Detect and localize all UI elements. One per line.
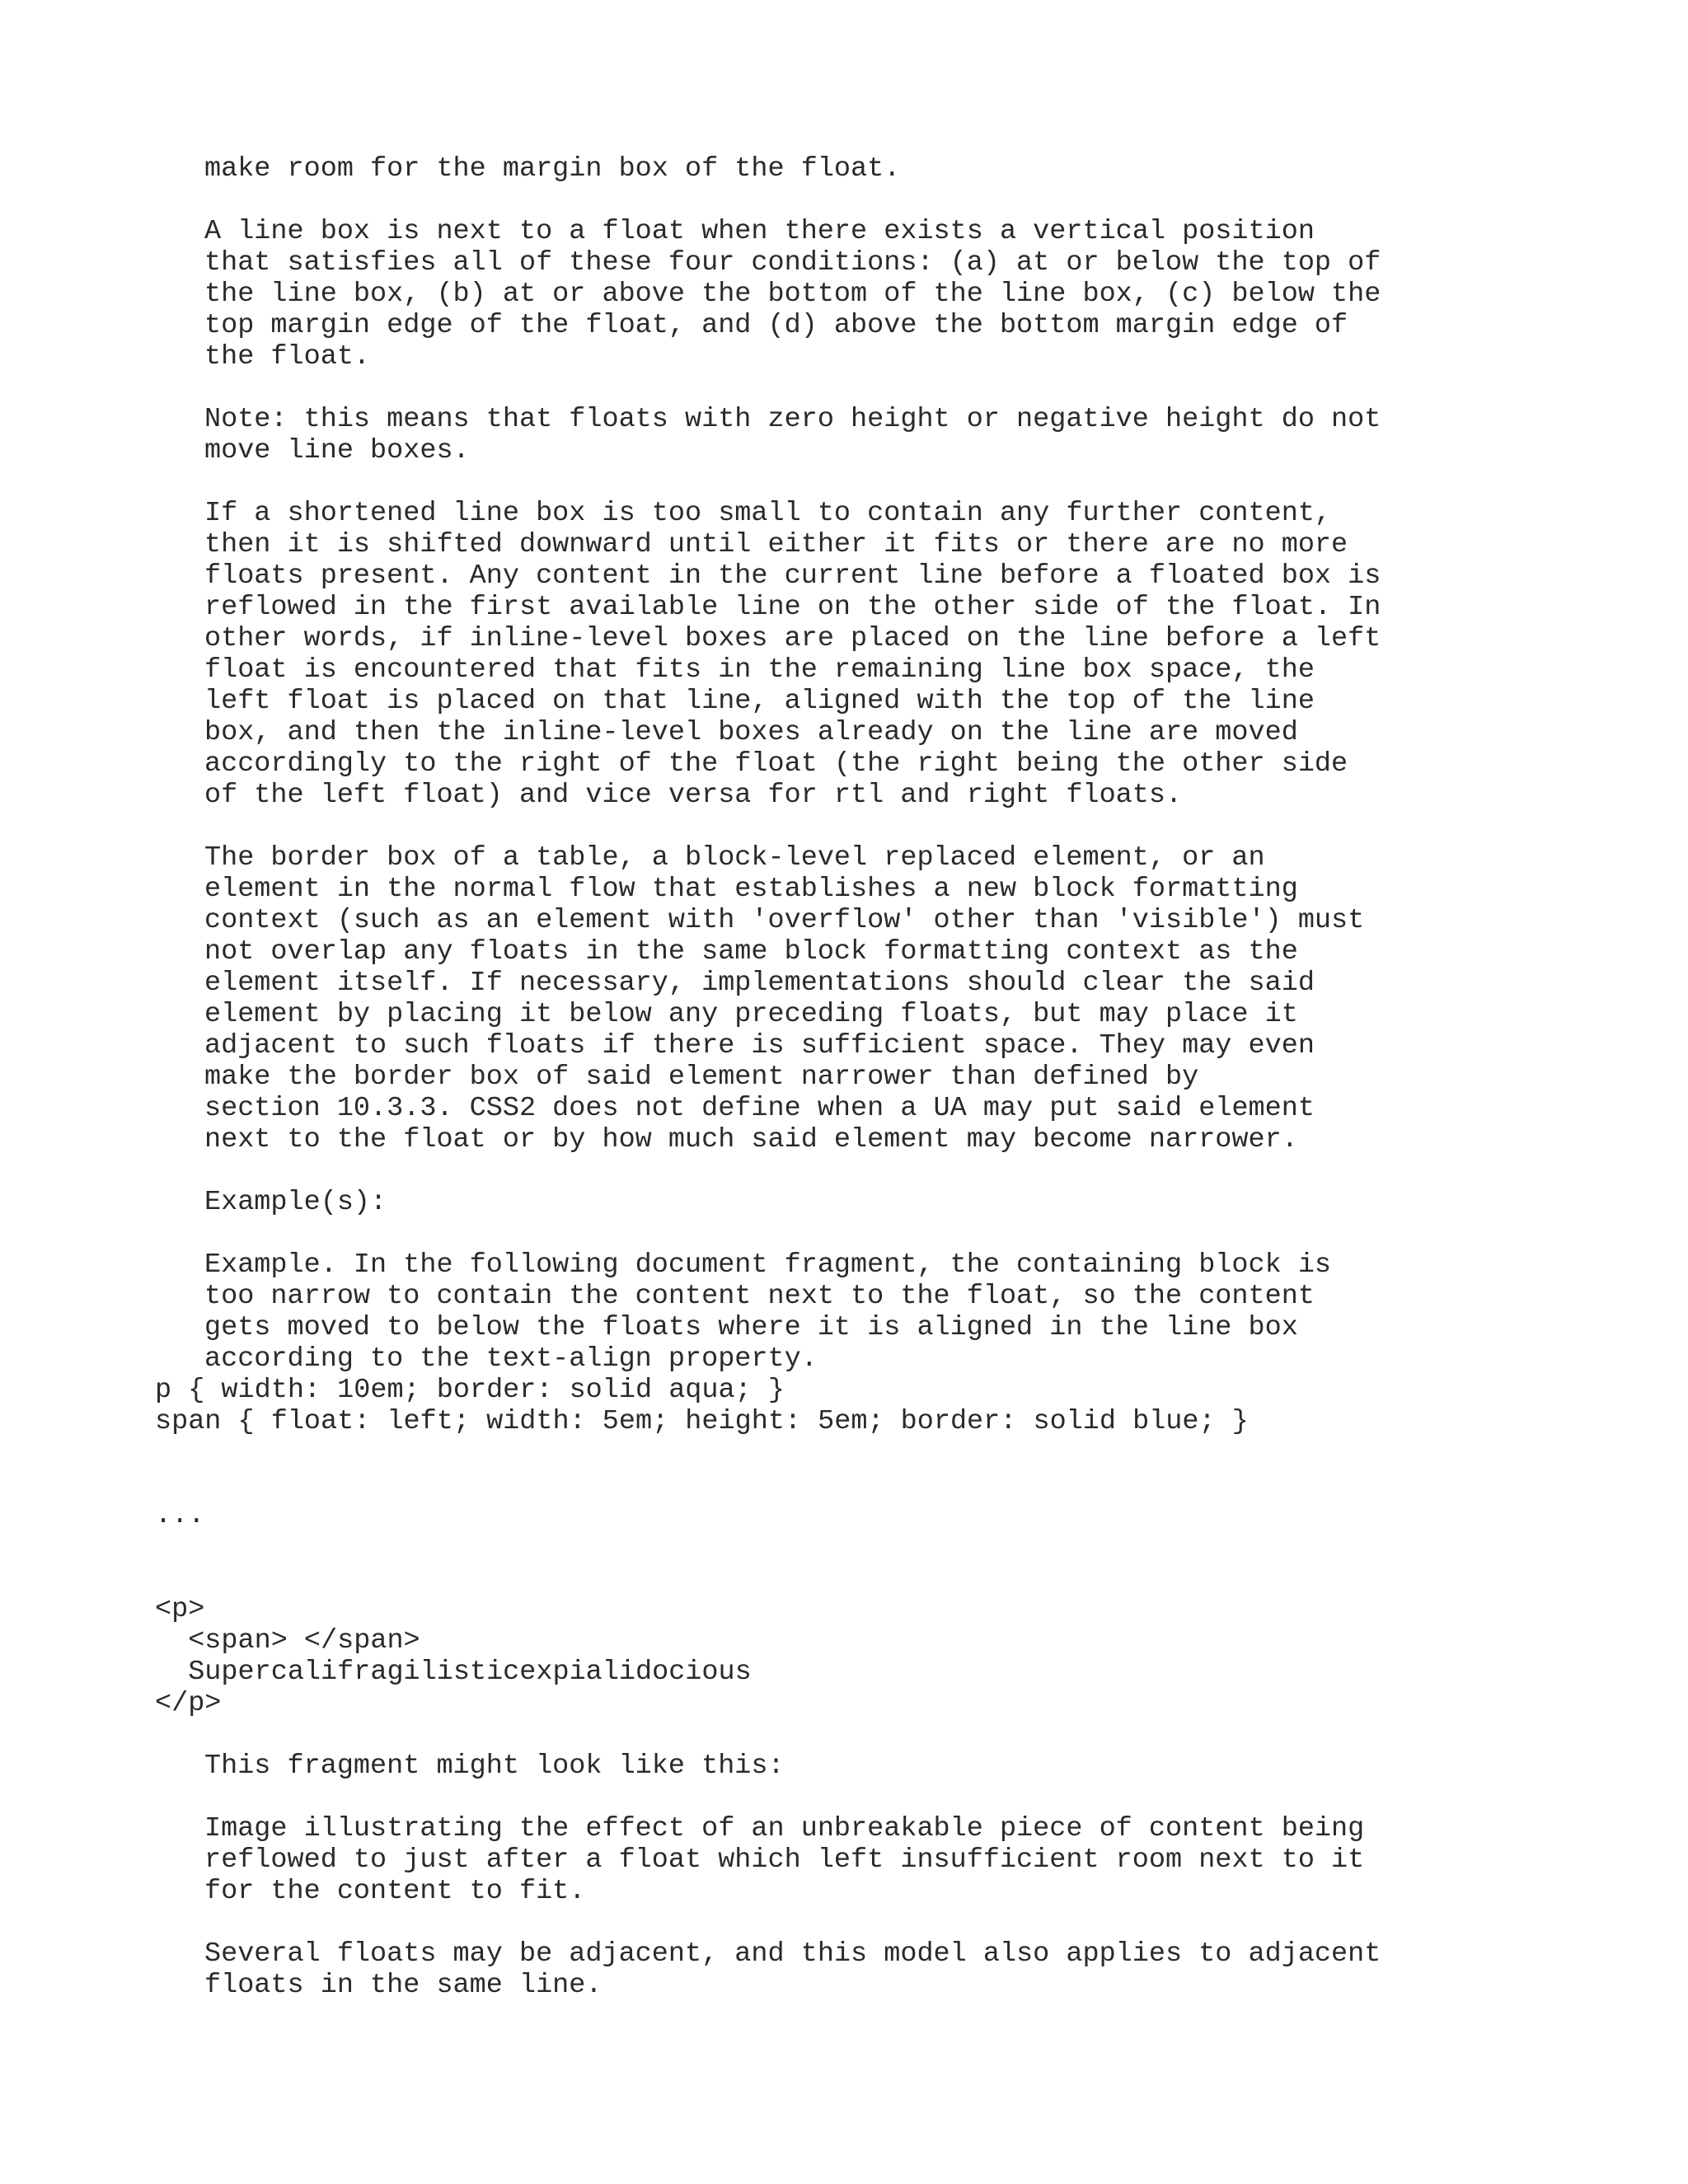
text-line: that satisfies all of these four conditions: (a) at or below the top of bbox=[204, 247, 1381, 279]
text-line: reflowed in the first available line on the other side of the float. In bbox=[204, 592, 1381, 623]
text-line: element in the normal flow that establishes a new block formatting bbox=[204, 874, 1298, 905]
text-line: section 10.3.3. CSS2 does not define when a UA may put said element bbox=[204, 1093, 1315, 1124]
text-line: Image illustrating the effect of an unbreakable piece of content being bbox=[204, 1813, 1365, 1844]
text-line: context (such as an element with 'overflow' other than 'visible') must bbox=[204, 905, 1365, 936]
text-line: The border box of a table, a block-level replaced element, or an bbox=[204, 842, 1265, 874]
text-line: the line box, (b) at or above the bottom of the line box, (c) below the bbox=[204, 279, 1381, 310]
code-line: <p> bbox=[155, 1594, 205, 1625]
code-line: </p> bbox=[155, 1688, 222, 1719]
text-line: Note: this means that floats with zero height or negative height do not bbox=[204, 404, 1381, 435]
code-line: <span> </span> bbox=[155, 1625, 420, 1657]
text-line: next to the float or by how much said element may become narrower. bbox=[204, 1124, 1298, 1155]
text-line: make room for the margin box of the float. bbox=[204, 153, 901, 185]
text-line: too narrow to contain the content next to the float, so the content bbox=[204, 1281, 1315, 1312]
code-line: Supercalifragilisticexpialidocious bbox=[155, 1657, 752, 1688]
text-line: accordingly to the right of the float (the right being the other side bbox=[204, 748, 1348, 780]
text-line: adjacent to such floats if there is sufficient space. They may even bbox=[204, 1030, 1315, 1062]
text-line: This fragment might look like this: bbox=[204, 1750, 785, 1782]
text-line: for the content to fit. bbox=[204, 1876, 586, 1907]
text-line: float is encountered that fits in the remaining line box space, the bbox=[204, 654, 1315, 686]
text-line: other words, if inline-level boxes are placed on the line before a left bbox=[204, 623, 1381, 654]
text-line: Example. In the following document fragment, the containing block is bbox=[204, 1249, 1332, 1281]
text-line: floats in the same line. bbox=[204, 1970, 603, 2001]
text-line: Example(s): bbox=[204, 1187, 387, 1218]
text-line: Several floats may be adjacent, and this model also applies to adjacent bbox=[204, 1938, 1381, 1970]
text-line: move line boxes. bbox=[204, 435, 470, 466]
code-line: span { float: left; width: 5em; height: 5em; border: solid blue; } bbox=[155, 1406, 1249, 1437]
code-line: p { width: 10em; border: solid aqua; } bbox=[155, 1375, 785, 1406]
text-line: box, and then the inline-level boxes already on the line are moved bbox=[204, 717, 1298, 748]
text-line: element by placing it below any preceding floats, but may place it bbox=[204, 999, 1298, 1030]
text-line: of the left float) and vice versa for rtl and right floats. bbox=[204, 780, 1183, 811]
text-line: top margin edge of the float, and (d) above the bottom margin edge of bbox=[204, 310, 1348, 341]
text-line: make the border box of said element narrower than defined by bbox=[204, 1062, 1199, 1093]
text-line: reflowed to just after a float which left insufficient room next to it bbox=[204, 1844, 1365, 1876]
code-line: ... bbox=[155, 1500, 205, 1531]
text-line: the float. bbox=[204, 341, 371, 373]
text-line: gets moved to below the floats where it is aligned in the line box bbox=[204, 1312, 1298, 1343]
text-line: element itself. If necessary, implementations should clear the said bbox=[204, 968, 1315, 999]
text-line: then it is shifted downward until either it fits or there are no more bbox=[204, 529, 1348, 560]
text-line: left float is placed on that line, aligned with the top of the line bbox=[204, 686, 1315, 717]
text-line: according to the text-align property. bbox=[204, 1343, 818, 1375]
text-line: If a shortened line box is too small to contain any further content, bbox=[204, 498, 1332, 529]
text-line: floats present. Any content in the current line before a floated box is bbox=[204, 560, 1381, 592]
text-line: not overlap any floats in the same block formatting context as the bbox=[204, 936, 1298, 968]
text-line: A line box is next to a float when there exists a vertical position bbox=[204, 216, 1315, 247]
